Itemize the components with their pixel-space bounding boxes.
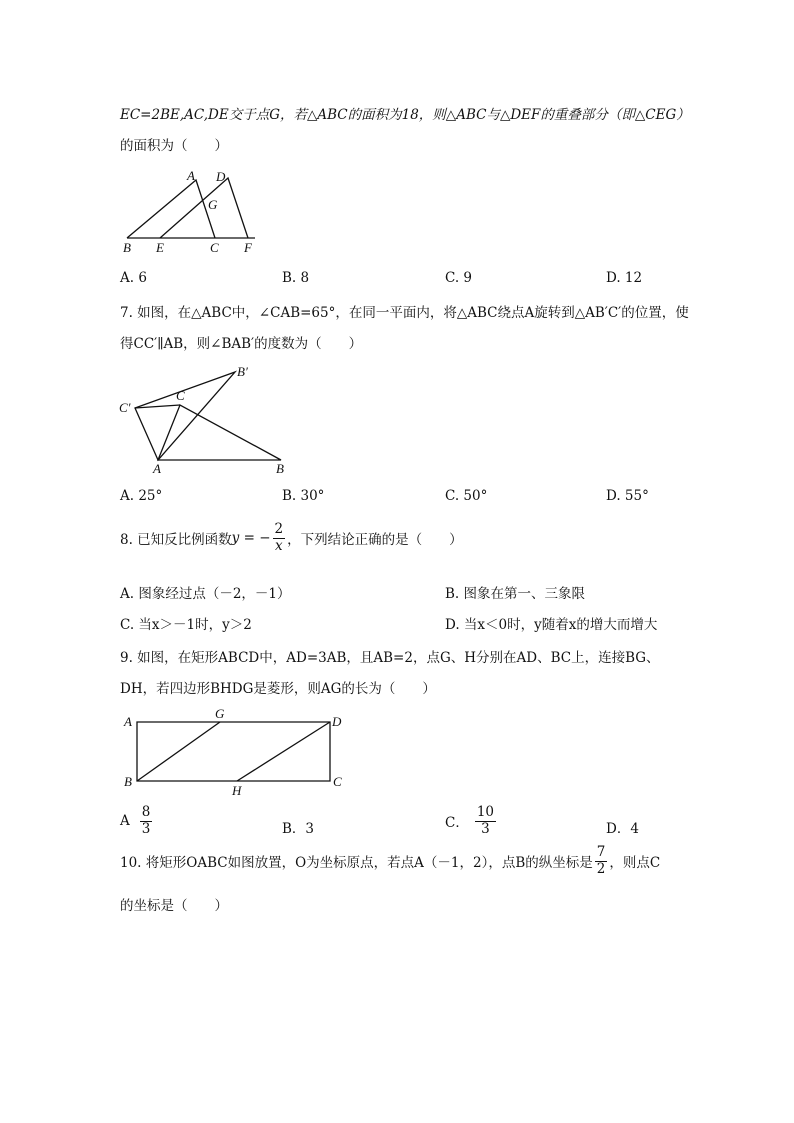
q7-triangle-abc: [158, 405, 281, 460]
q9-label-c: C: [333, 774, 342, 789]
q6-figure: [115, 165, 265, 257]
q6-option-a: A. 6: [120, 270, 147, 286]
q8-option-b: B. 图象在第一、三象限: [445, 586, 586, 602]
q9-option-c-denominator: 3: [481, 820, 490, 837]
q7-triangle-ab-prime-c-prime: [135, 372, 235, 460]
q6-label-f: F: [244, 240, 252, 255]
q6-text-line1: EC=2BE,AC,DE交于点G，若△ABC的面积为18，则△ABC与△DEF的重叠部分（即△CEG）: [120, 107, 690, 123]
q7-option-b: B. 30°: [282, 488, 325, 504]
q9-option-a-numerator: 8: [141, 804, 151, 820]
q9-line-dh: [237, 722, 330, 781]
q9-text-line2: DH，若四边形BHDG是菱形，则AG的长为（ ）: [120, 681, 436, 697]
q6-triangle-abc: [127, 180, 215, 238]
q7-label-c-prime: C′: [119, 400, 131, 415]
q7-option-a: A. 25°: [120, 488, 163, 504]
q9-option-a: [120, 805, 154, 837]
q6-label-b: B: [123, 240, 131, 255]
q7-text-line2: 得CC′∥AB，则∠BAB′的度数为（ ）: [120, 336, 363, 352]
q7-label-b-prime: B′: [237, 364, 248, 379]
q9-figure: [115, 705, 355, 800]
q9-option-a-denominator: 3: [141, 820, 151, 837]
q6-label-a: A: [187, 168, 195, 183]
q9-option-a-fraction: [140, 805, 153, 837]
q8-prefix: 8. 已知反比例函数: [120, 532, 232, 549]
q7-option-c: C. 50°: [445, 488, 488, 504]
q10-fraction: [595, 845, 608, 877]
q10-text-line1: [120, 845, 660, 877]
q9-text-line1: 9. 如图，在矩形ABCD中，AD=3AB，且AB=2，点G、H分别在AD、BC上，连接BG、: [120, 650, 660, 666]
q9-option-b: B．3: [282, 821, 315, 837]
q8-suffix: ，下列结论正确的是（ ）: [287, 532, 463, 549]
q9-label-g: G: [215, 706, 225, 721]
q7-figure: [115, 362, 295, 477]
q9-option-c-fraction: [475, 805, 496, 837]
q9-label-b: B: [124, 774, 132, 789]
q8-option-d: D. 当x＜0时，y随着x的增大而增大: [445, 617, 658, 633]
q9-rectangle-abcd: [137, 722, 330, 781]
q9-option-c: [445, 805, 498, 837]
q8-option-c: C. 当x＞－1时，y＞2: [120, 617, 252, 633]
q7-label-c: C: [176, 388, 185, 403]
q7-option-d: D. 55°: [606, 488, 649, 504]
q8-fraction-denominator: x: [275, 537, 283, 554]
q7-label-b: B: [276, 461, 284, 476]
q9-option-a-prefix: A: [120, 813, 130, 830]
q8-fraction-numerator: 2: [274, 521, 284, 537]
q10-text-line2: 的坐标是（ ）: [120, 898, 228, 914]
q6-option-d: D. 12: [606, 270, 643, 286]
q10-text-part1: 10. 将矩形OABC如图放置，O为坐标原点，若点A（－1，2），点B的纵坐标是: [120, 855, 593, 872]
q7-text-line1: 7. 如图，在△ABC中，∠CAB=65°，在同一平面内，将△ABC绕点A旋转到△AB′C′的位置，使: [120, 305, 689, 321]
q6-label-c: C: [210, 240, 219, 255]
q8-stem: [120, 522, 463, 554]
q6-label-g: G: [208, 197, 218, 212]
q8-option-a: A. 图象经过点（－2，－1）: [120, 586, 291, 602]
q9-label-a: A: [124, 714, 132, 729]
q9-line-bg: [137, 722, 220, 781]
q6-option-c: C. 9: [445, 270, 473, 286]
q6-option-b: B. 8: [282, 270, 310, 286]
q8-function-lhs: y = −: [231, 530, 271, 547]
q10-fraction-numerator: 7: [596, 844, 606, 860]
q9-label-h: H: [232, 783, 242, 798]
q10-fraction-denominator: 2: [596, 860, 606, 877]
q7-label-a: A: [153, 461, 161, 476]
q9-option-c-prefix: C．: [445, 815, 469, 832]
q9-option-d: D．4: [606, 821, 639, 837]
q10-text-part2: ，则点C: [609, 855, 661, 872]
q6-triangle-def: [160, 178, 248, 238]
q6-text-line2: 的面积为（ ）: [120, 138, 228, 154]
q9-option-c-numerator: 10: [476, 804, 495, 820]
q6-label-d: D: [216, 169, 226, 184]
q8-function-fraction: [273, 522, 286, 554]
q9-label-d: D: [332, 714, 342, 729]
q6-label-e: E: [156, 240, 164, 255]
